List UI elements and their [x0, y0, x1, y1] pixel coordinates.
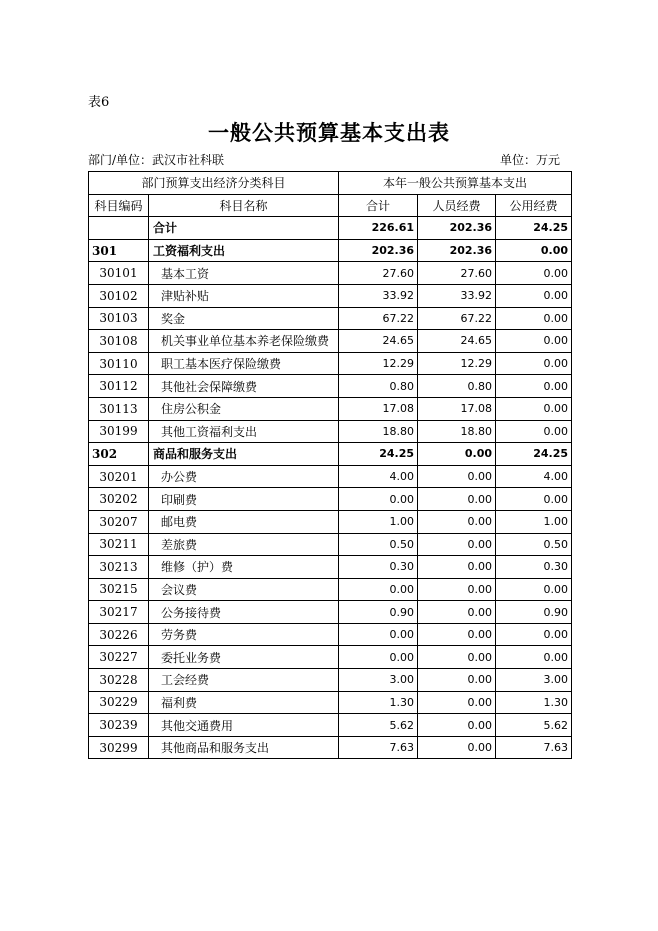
- row-personnel: 0.00: [418, 465, 496, 488]
- row-personnel: 17.08: [418, 397, 496, 420]
- table-row: [89, 601, 572, 624]
- row-total: 33.92: [339, 284, 418, 307]
- row-total: 1.00: [339, 510, 418, 533]
- table-row: [89, 714, 572, 737]
- header-classification-group: 部门预算支出经济分类科目: [89, 172, 339, 195]
- row-personnel: 0.00: [418, 623, 496, 646]
- row-total: 24.65: [339, 330, 418, 353]
- row-total: 1.30: [339, 691, 418, 714]
- row-name: 其他商品和服务支出: [149, 736, 339, 759]
- table-row: [89, 375, 572, 398]
- row-personnel: 33.92: [418, 284, 496, 307]
- row-personnel: 0.00: [418, 556, 496, 579]
- row-personnel: 0.00: [418, 669, 496, 692]
- row-code: [89, 217, 149, 240]
- table-row: [89, 691, 572, 714]
- row-personnel: 0.00: [418, 488, 496, 511]
- header-name: 科目名称: [149, 194, 339, 217]
- row-name: 商品和服务支出: [149, 443, 339, 466]
- table-row: [89, 330, 572, 353]
- row-total: 202.36: [339, 239, 418, 262]
- row-code: 30229: [89, 691, 149, 714]
- row-personnel: 0.00: [418, 601, 496, 624]
- row-code: 30207: [89, 510, 149, 533]
- row-name: 差旅费: [149, 533, 339, 556]
- row-name: 福利费: [149, 691, 339, 714]
- row-public: 0.00: [496, 646, 572, 669]
- row-personnel: 27.60: [418, 262, 496, 285]
- table-row: [89, 239, 572, 262]
- row-personnel: 0.00: [418, 533, 496, 556]
- table-row: [89, 262, 572, 285]
- table-row: [89, 669, 572, 692]
- row-total: 3.00: [339, 669, 418, 692]
- table-row: [89, 443, 572, 466]
- table-row: [89, 578, 572, 601]
- row-personnel: 0.80: [418, 375, 496, 398]
- row-public: 7.63: [496, 736, 572, 759]
- row-public: 0.50: [496, 533, 572, 556]
- row-name: 其他工资福利支出: [149, 420, 339, 443]
- row-name: 职工基本医疗保险缴费: [149, 352, 339, 375]
- row-personnel: 0.00: [418, 646, 496, 669]
- row-total: 0.50: [339, 533, 418, 556]
- row-personnel: 18.80: [418, 420, 496, 443]
- row-total: 226.61: [339, 217, 418, 240]
- row-code: 30211: [89, 533, 149, 556]
- row-total: 4.00: [339, 465, 418, 488]
- row-total: 27.60: [339, 262, 418, 285]
- row-code: 301: [89, 239, 149, 262]
- unit-label: 单位：万元: [500, 153, 561, 167]
- row-name: 印刷费: [149, 488, 339, 511]
- row-total: 18.80: [339, 420, 418, 443]
- row-code: 30217: [89, 601, 149, 624]
- table-row: [89, 284, 572, 307]
- row-name: 会议费: [149, 578, 339, 601]
- row-name: 公务接待费: [149, 601, 339, 624]
- row-public: 0.30: [496, 556, 572, 579]
- table-row: [89, 217, 572, 240]
- table-row: [89, 420, 572, 443]
- header-code: 科目编码: [89, 194, 149, 217]
- header-personnel: 人员经费: [418, 194, 496, 217]
- row-public: 0.00: [496, 578, 572, 601]
- row-name: 合计: [149, 217, 339, 240]
- row-total: 0.30: [339, 556, 418, 579]
- row-total: 0.00: [339, 646, 418, 669]
- row-name: 维修（护）费: [149, 556, 339, 579]
- row-public: 0.00: [496, 307, 572, 330]
- table-row: [89, 488, 572, 511]
- row-personnel: 67.22: [418, 307, 496, 330]
- row-code: 30110: [89, 352, 149, 375]
- row-public: 0.90: [496, 601, 572, 624]
- row-code: 30213: [89, 556, 149, 579]
- row-name: 工资福利支出: [149, 239, 339, 262]
- row-total: 17.08: [339, 397, 418, 420]
- row-total: 0.80: [339, 375, 418, 398]
- row-code: 30239: [89, 714, 149, 737]
- row-total: 67.22: [339, 307, 418, 330]
- department-label: 部门/单位：武汉市社科联: [88, 153, 225, 167]
- row-personnel: 0.00: [418, 510, 496, 533]
- row-personnel: 0.00: [418, 578, 496, 601]
- row-code: 30199: [89, 420, 149, 443]
- row-name: 工会经费: [149, 669, 339, 692]
- header-column-row: [89, 194, 572, 217]
- row-total: 0.00: [339, 578, 418, 601]
- row-personnel: 24.65: [418, 330, 496, 353]
- table-row: [89, 510, 572, 533]
- row-public: 0.00: [496, 330, 572, 353]
- row-name: 住房公积金: [149, 397, 339, 420]
- row-public: 4.00: [496, 465, 572, 488]
- row-code: 30112: [89, 375, 149, 398]
- row-personnel: 202.36: [418, 239, 496, 262]
- row-code: 30108: [89, 330, 149, 353]
- row-public: 0.00: [496, 623, 572, 646]
- row-personnel: 12.29: [418, 352, 496, 375]
- page-title: 一般公共预算基本支出表: [208, 120, 450, 145]
- row-total: 12.29: [339, 352, 418, 375]
- row-public: 5.62: [496, 714, 572, 737]
- row-total: 24.25: [339, 443, 418, 466]
- row-name: 办公费: [149, 465, 339, 488]
- row-total: 5.62: [339, 714, 418, 737]
- row-public: 0.00: [496, 239, 572, 262]
- row-public: 24.25: [496, 443, 572, 466]
- row-public: 0.00: [496, 284, 572, 307]
- table-row: [89, 736, 572, 759]
- row-public: 0.00: [496, 262, 572, 285]
- table-row: [89, 533, 572, 556]
- row-code: 30101: [89, 262, 149, 285]
- row-public: 24.25: [496, 217, 572, 240]
- row-public: 0.00: [496, 488, 572, 511]
- row-name: 奖金: [149, 307, 339, 330]
- row-name: 基本工资: [149, 262, 339, 285]
- row-code: 30215: [89, 578, 149, 601]
- header-total: 合计: [339, 194, 418, 217]
- row-code: 30113: [89, 397, 149, 420]
- table-row: [89, 556, 572, 579]
- row-public: 1.30: [496, 691, 572, 714]
- row-name: 邮电费: [149, 510, 339, 533]
- row-name: 其他交通费用: [149, 714, 339, 737]
- row-total: 0.90: [339, 601, 418, 624]
- table-number: 表6: [88, 95, 110, 110]
- row-personnel: 0.00: [418, 691, 496, 714]
- row-personnel: 0.00: [418, 714, 496, 737]
- row-personnel: 202.36: [418, 217, 496, 240]
- header-budget-group: 本年一般公共预算基本支出: [339, 172, 572, 195]
- row-name: 劳务费: [149, 623, 339, 646]
- row-public: 0.00: [496, 420, 572, 443]
- row-code: 30227: [89, 646, 149, 669]
- row-public: 0.00: [496, 352, 572, 375]
- row-name: 机关事业单位基本养老保险缴费: [149, 330, 339, 353]
- row-public: 1.00: [496, 510, 572, 533]
- table-row: [89, 307, 572, 330]
- table-row: [89, 465, 572, 488]
- table-row: [89, 397, 572, 420]
- row-total: 7.63: [339, 736, 418, 759]
- budget-table: [88, 171, 572, 759]
- header-group-row: [89, 172, 572, 195]
- row-name: 津贴补贴: [149, 284, 339, 307]
- row-code: 30299: [89, 736, 149, 759]
- row-personnel: 0.00: [418, 736, 496, 759]
- row-code: 30201: [89, 465, 149, 488]
- row-total: 0.00: [339, 623, 418, 646]
- row-code: 30103: [89, 307, 149, 330]
- row-code: 302: [89, 443, 149, 466]
- row-code: 30226: [89, 623, 149, 646]
- table-row: [89, 646, 572, 669]
- header-public: 公用经费: [496, 194, 572, 217]
- row-code: 30228: [89, 669, 149, 692]
- row-public: 3.00: [496, 669, 572, 692]
- row-name: 委托业务费: [149, 646, 339, 669]
- table-row: [89, 352, 572, 375]
- table-row: [89, 623, 572, 646]
- row-public: 0.00: [496, 375, 572, 398]
- row-name: 其他社会保障缴费: [149, 375, 339, 398]
- row-personnel: 0.00: [418, 443, 496, 466]
- row-code: 30102: [89, 284, 149, 307]
- row-code: 30202: [89, 488, 149, 511]
- row-total: 0.00: [339, 488, 418, 511]
- row-public: 0.00: [496, 397, 572, 420]
